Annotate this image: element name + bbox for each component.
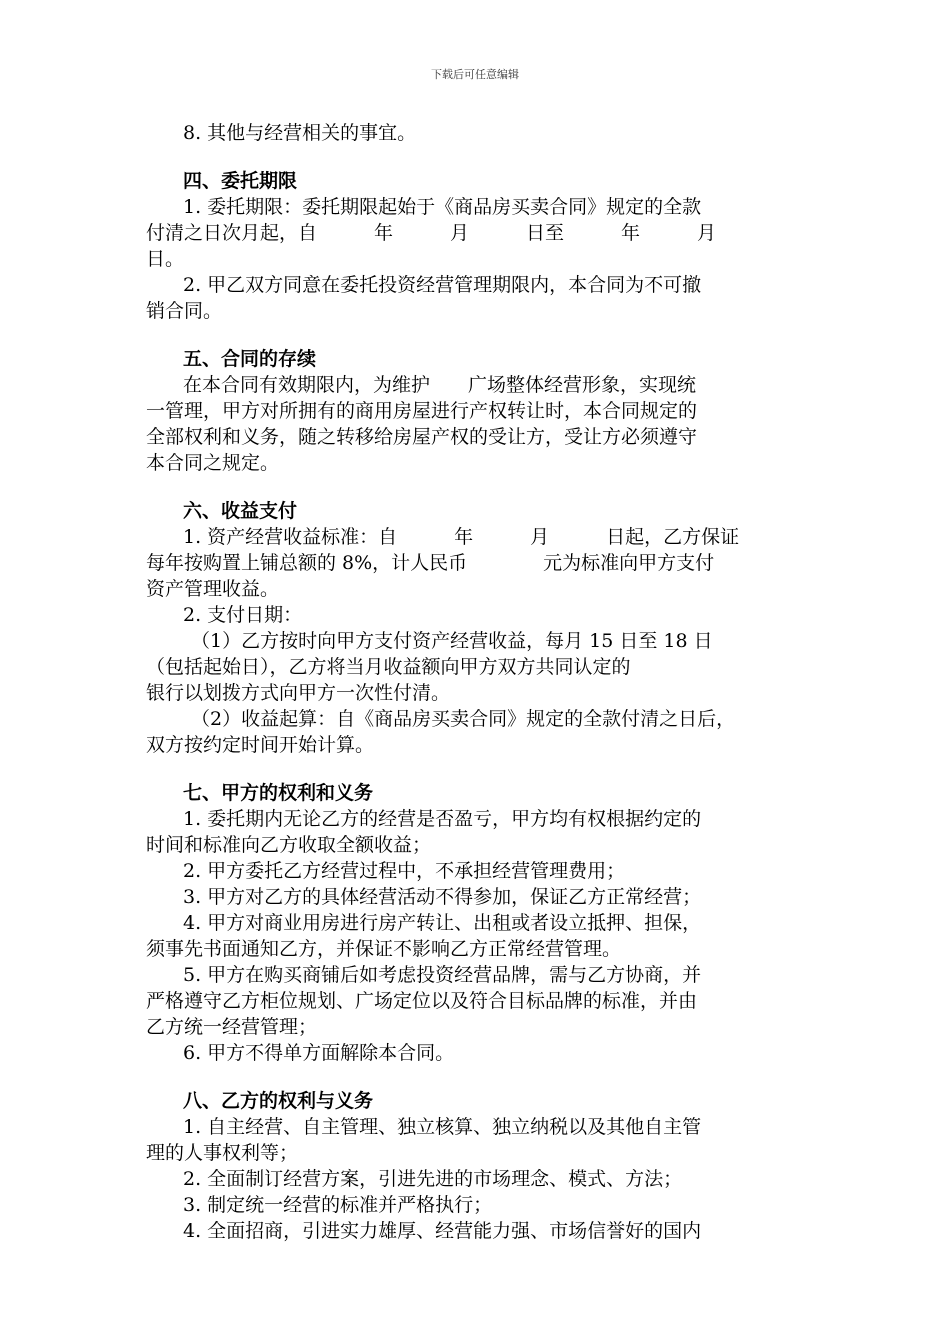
paragraph-line: （2）收益起算：自《商品房买卖合同》规定的全款付清之日后，: [191, 708, 736, 730]
paragraph-line: 资产管理收益。: [146, 578, 280, 600]
document-body: [146, 120, 806, 1244]
item-8: 8. 其他与经营相关的事宜。: [183, 122, 417, 144]
paragraph-line: 全部权利和义务，随之转移给房屋产权的受让方，受让方必须遵守: [146, 426, 698, 448]
section-heading-4: 四、委托期限: [183, 170, 298, 192]
paragraph-line: 3. 甲方对乙方的具体经营活动不得参加，保证乙方正常经营；: [183, 886, 702, 908]
paragraph-line: 2. 甲乙双方同意在委托投资经营管理期限内，本合同为不可撤: [183, 274, 702, 296]
paragraph-line: 每年按购置上铺总额的 8%，计人民币 元为标准向甲方支付: [146, 552, 715, 574]
section-heading-6: 六、收益支付: [183, 500, 298, 522]
paragraph-line: 付清之日次月起，自 年 月 日至 年 月: [146, 222, 717, 244]
paragraph-line: （1）乙方按时向甲方支付资产经营收益，每月 15 日至 18 日: [191, 630, 713, 652]
paragraph-line: 2. 全面制订经营方案，引进先进的市场理念、模式、方法；: [183, 1168, 683, 1190]
paragraph-line: 1. 委托期限：委托期限起始于《商品房买卖合同》规定的全款: [183, 196, 702, 218]
paragraph-line: 本合同之规定。: [146, 452, 280, 474]
paragraph-line: 4. 全面招商，引进实力雄厚、经营能力强、市场信誉好的国内: [183, 1220, 702, 1242]
paragraph-line: 在本合同有效期限内，为维护 广场整体经营形象，实现统: [183, 374, 697, 396]
paragraph-line: 银行以划拨方式向甲方一次性付清。: [146, 682, 451, 704]
paragraph-line: 乙方统一经营管理；: [146, 1016, 318, 1038]
paragraph-line: （包括起始日），乙方将当月收益额向甲方双方共同认定的: [146, 656, 631, 678]
paragraph-line: 2. 支付日期：: [183, 604, 303, 626]
section-heading-8: 八、乙方的权利与义务: [183, 1090, 374, 1112]
paragraph-line: 严格遵守乙方柜位规划、广场定位以及符合目标品牌的标准，并由: [146, 990, 698, 1012]
paragraph-line: 1. 委托期内无论乙方的经营是否盈亏，甲方均有权根据约定的: [183, 808, 702, 830]
paragraph-line: 理的人事权利等；: [146, 1142, 299, 1164]
paragraph-line: 时间和标准向乙方收取全额收益；: [146, 834, 432, 856]
paragraph-line: 5. 甲方在购买商铺后如考虑投资经营品牌，需与乙方协商，并: [183, 964, 702, 986]
paragraph-line: 3. 制定统一经营的标准并严格执行；: [183, 1194, 493, 1216]
paragraph-line: 双方按约定时间开始计算。: [146, 734, 375, 756]
section-heading-5: 五、合同的存续: [183, 348, 317, 370]
paragraph-line: 销合同。: [146, 300, 223, 322]
page-header: 下载后可任意编辑: [431, 68, 519, 81]
paragraph-line: 4. 甲方对商业用房进行房产转让、出租或者设立抵押、担保，: [183, 912, 702, 934]
paragraph-line: 2. 甲方委托乙方经营过程中，不承担经营管理费用；: [183, 860, 626, 882]
paragraph-line: 1. 资产经营收益标准：自 年 月 日起，乙方保证: [183, 526, 740, 548]
paragraph-line: 6. 甲方不得单方面解除本合同。: [183, 1042, 455, 1064]
section-heading-7: 七、甲方的权利和义务: [183, 782, 374, 804]
paragraph-line: 须事先书面通知乙方，并保证不影响乙方正常经营管理。: [146, 938, 622, 960]
paragraph-line: 日。: [146, 248, 185, 270]
paragraph-line: 一管理，甲方对所拥有的商用房屋进行产权转让时，本合同规定的: [146, 400, 698, 422]
paragraph-line: 1. 自主经营、自主管理、独立核算、独立纳税以及其他自主管: [183, 1116, 702, 1138]
